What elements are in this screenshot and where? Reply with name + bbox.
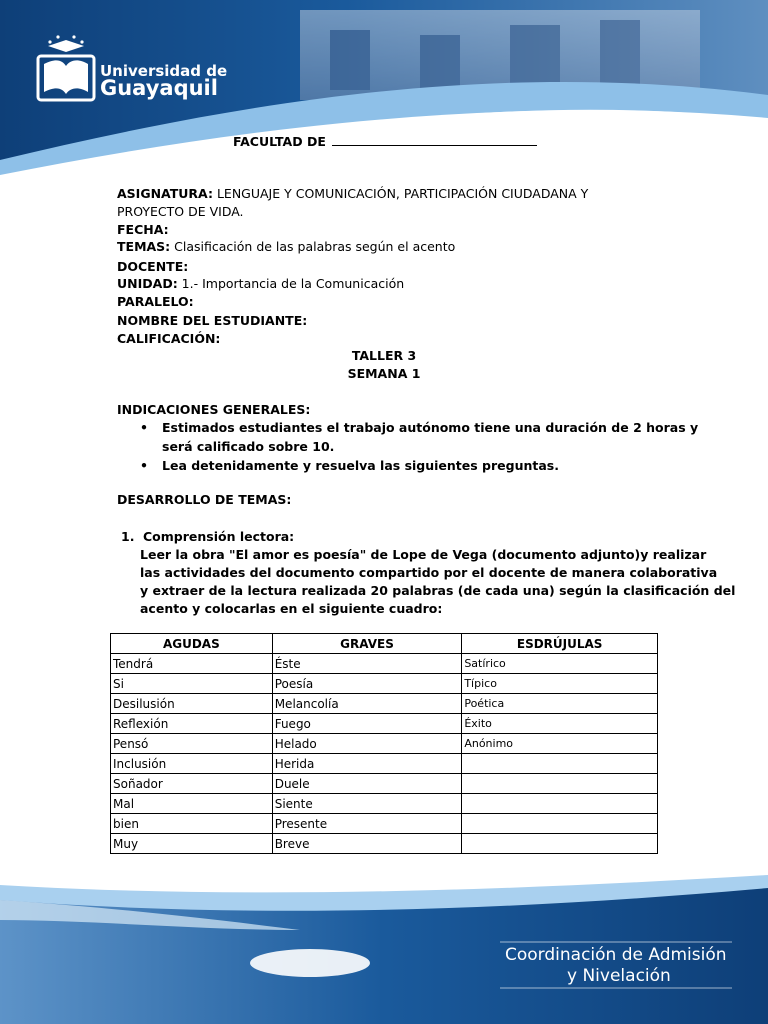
table-cell: Presente (272, 814, 462, 834)
table-cell: Pensó (111, 734, 273, 754)
table-row (111, 754, 658, 774)
item-title: Comprensión lectora: (143, 529, 295, 544)
table-cell: Muy (111, 834, 273, 854)
table-cell: Soñador (111, 774, 273, 794)
table-cell: Satírico (462, 654, 658, 674)
indicaciones-heading: INDICACIONES GENERALES: (117, 402, 311, 417)
table-cell: Si (111, 674, 273, 694)
table-cell: Siente (272, 794, 462, 814)
paragraph-line-1: Leer la obra "El amor es poesía" de Lope de Vega (documento adjunto)y realizar (140, 547, 707, 562)
table-cell (462, 754, 658, 774)
table-row (111, 654, 658, 674)
unidad-label: UNIDAD: (117, 276, 178, 291)
table-row (111, 674, 658, 694)
temas-label: TEMAS: (117, 239, 171, 254)
logo-text-line1: Universidad de (100, 62, 228, 80)
table-cell: Breve (272, 834, 462, 854)
unidad-value: 1.- Importancia de la Comunicación (181, 276, 405, 291)
faculty-label: FACULTAD DE (233, 134, 326, 149)
semana-title: SEMANA 1 (347, 366, 421, 381)
header-banner (0, 0, 768, 190)
faculty-line (233, 133, 537, 150)
temas-line (117, 239, 455, 255)
indicacion-2-line1: Lea detenidamente y resuelva las siguientes preguntas. (162, 458, 559, 473)
taller-title: TALLER 3 (351, 348, 417, 363)
table-cell: Fuego (272, 714, 462, 734)
paralelo-label: PARALELO: (117, 294, 194, 309)
table-cell: Tendrá (111, 654, 273, 674)
footer-title-line1: Coordinación de Admisión (505, 945, 727, 965)
asignatura-value: LENGUAJE Y COMUNICACIÓN, PARTICIPACIÓN CIUDADANA Y (216, 186, 589, 201)
table-row (111, 814, 658, 834)
table-cell (462, 814, 658, 834)
table-cell (462, 834, 658, 854)
table-cell (462, 794, 658, 814)
paragraph-line-4: acento y colocarlas en el siguiente cuadro: (140, 601, 443, 616)
table-cell: Éste (272, 654, 462, 674)
footer-graphic (0, 860, 768, 1024)
calificacion-label: CALIFICACIÓN: (117, 331, 221, 346)
desarrollo-heading: DESARROLLO DE TEMAS: (117, 492, 292, 507)
table-cell: Poesía (272, 674, 462, 694)
bullet-icon: • (140, 458, 148, 473)
table-cell: Helado (272, 734, 462, 754)
table-cell: Poética (462, 694, 658, 714)
table-cell: Desilusión (111, 694, 273, 714)
table-cell: Reflexión (111, 714, 273, 734)
table-row (111, 734, 658, 754)
table-row (111, 794, 658, 814)
table-cell: Melancolía (272, 694, 462, 714)
docente-label: DOCENTE: (117, 259, 189, 274)
table-row (111, 774, 658, 794)
nombre-estudiante-label: NOMBRE DEL ESTUDIANTE: (117, 313, 308, 328)
unidad-line (117, 276, 404, 292)
paragraph-line-2: las actividades del documento compartido por el docente de manera colaborativa (140, 565, 718, 580)
table-cell: Inclusión (111, 754, 273, 774)
item-number: 1. (121, 529, 135, 544)
table-header-row (111, 634, 658, 654)
column-header-agudas: AGUDAS (111, 634, 273, 654)
table-row (111, 694, 658, 714)
table-cell: Herida (272, 754, 462, 774)
indicacion-1-line2: será calificado sobre 10. (162, 439, 335, 454)
asignatura-line (117, 186, 588, 202)
table-cell (462, 774, 658, 794)
asignatura-value-line2: PROYECTO DE VIDA. (117, 204, 244, 219)
indicacion-1-line1: Estimados estudiantes el trabajo autónomo tiene una duración de 2 horas y (162, 420, 699, 435)
logo-text-line2: Guayaquil (100, 76, 218, 100)
bullet-icon: • (140, 420, 148, 435)
table-cell: bien (111, 814, 273, 834)
table-cell: Anónimo (462, 734, 658, 754)
table-cell: Típico (462, 674, 658, 694)
table-cell: Mal (111, 794, 273, 814)
paragraph-line-3: y extraer de la lectura realizada 20 palabras (de cada una) según la clasificación del (140, 583, 736, 598)
footer-title-line2: y Nivelación (567, 966, 671, 986)
table-row (111, 834, 658, 854)
column-header-esdrujulas: ESDRÚJULAS (462, 634, 658, 654)
table-cell: Éxito (462, 714, 658, 734)
asignatura-label: ASIGNATURA: (117, 186, 213, 201)
faculty-blank (332, 133, 537, 146)
footer-banner (0, 860, 768, 1024)
table-row (111, 714, 658, 734)
column-header-graves: GRAVES (272, 634, 462, 654)
accent-classification-table (110, 633, 658, 854)
table-cell: Duele (272, 774, 462, 794)
fecha-label: FECHA: (117, 222, 169, 237)
temas-value: Clasificación de las palabras según el acento (174, 239, 456, 254)
